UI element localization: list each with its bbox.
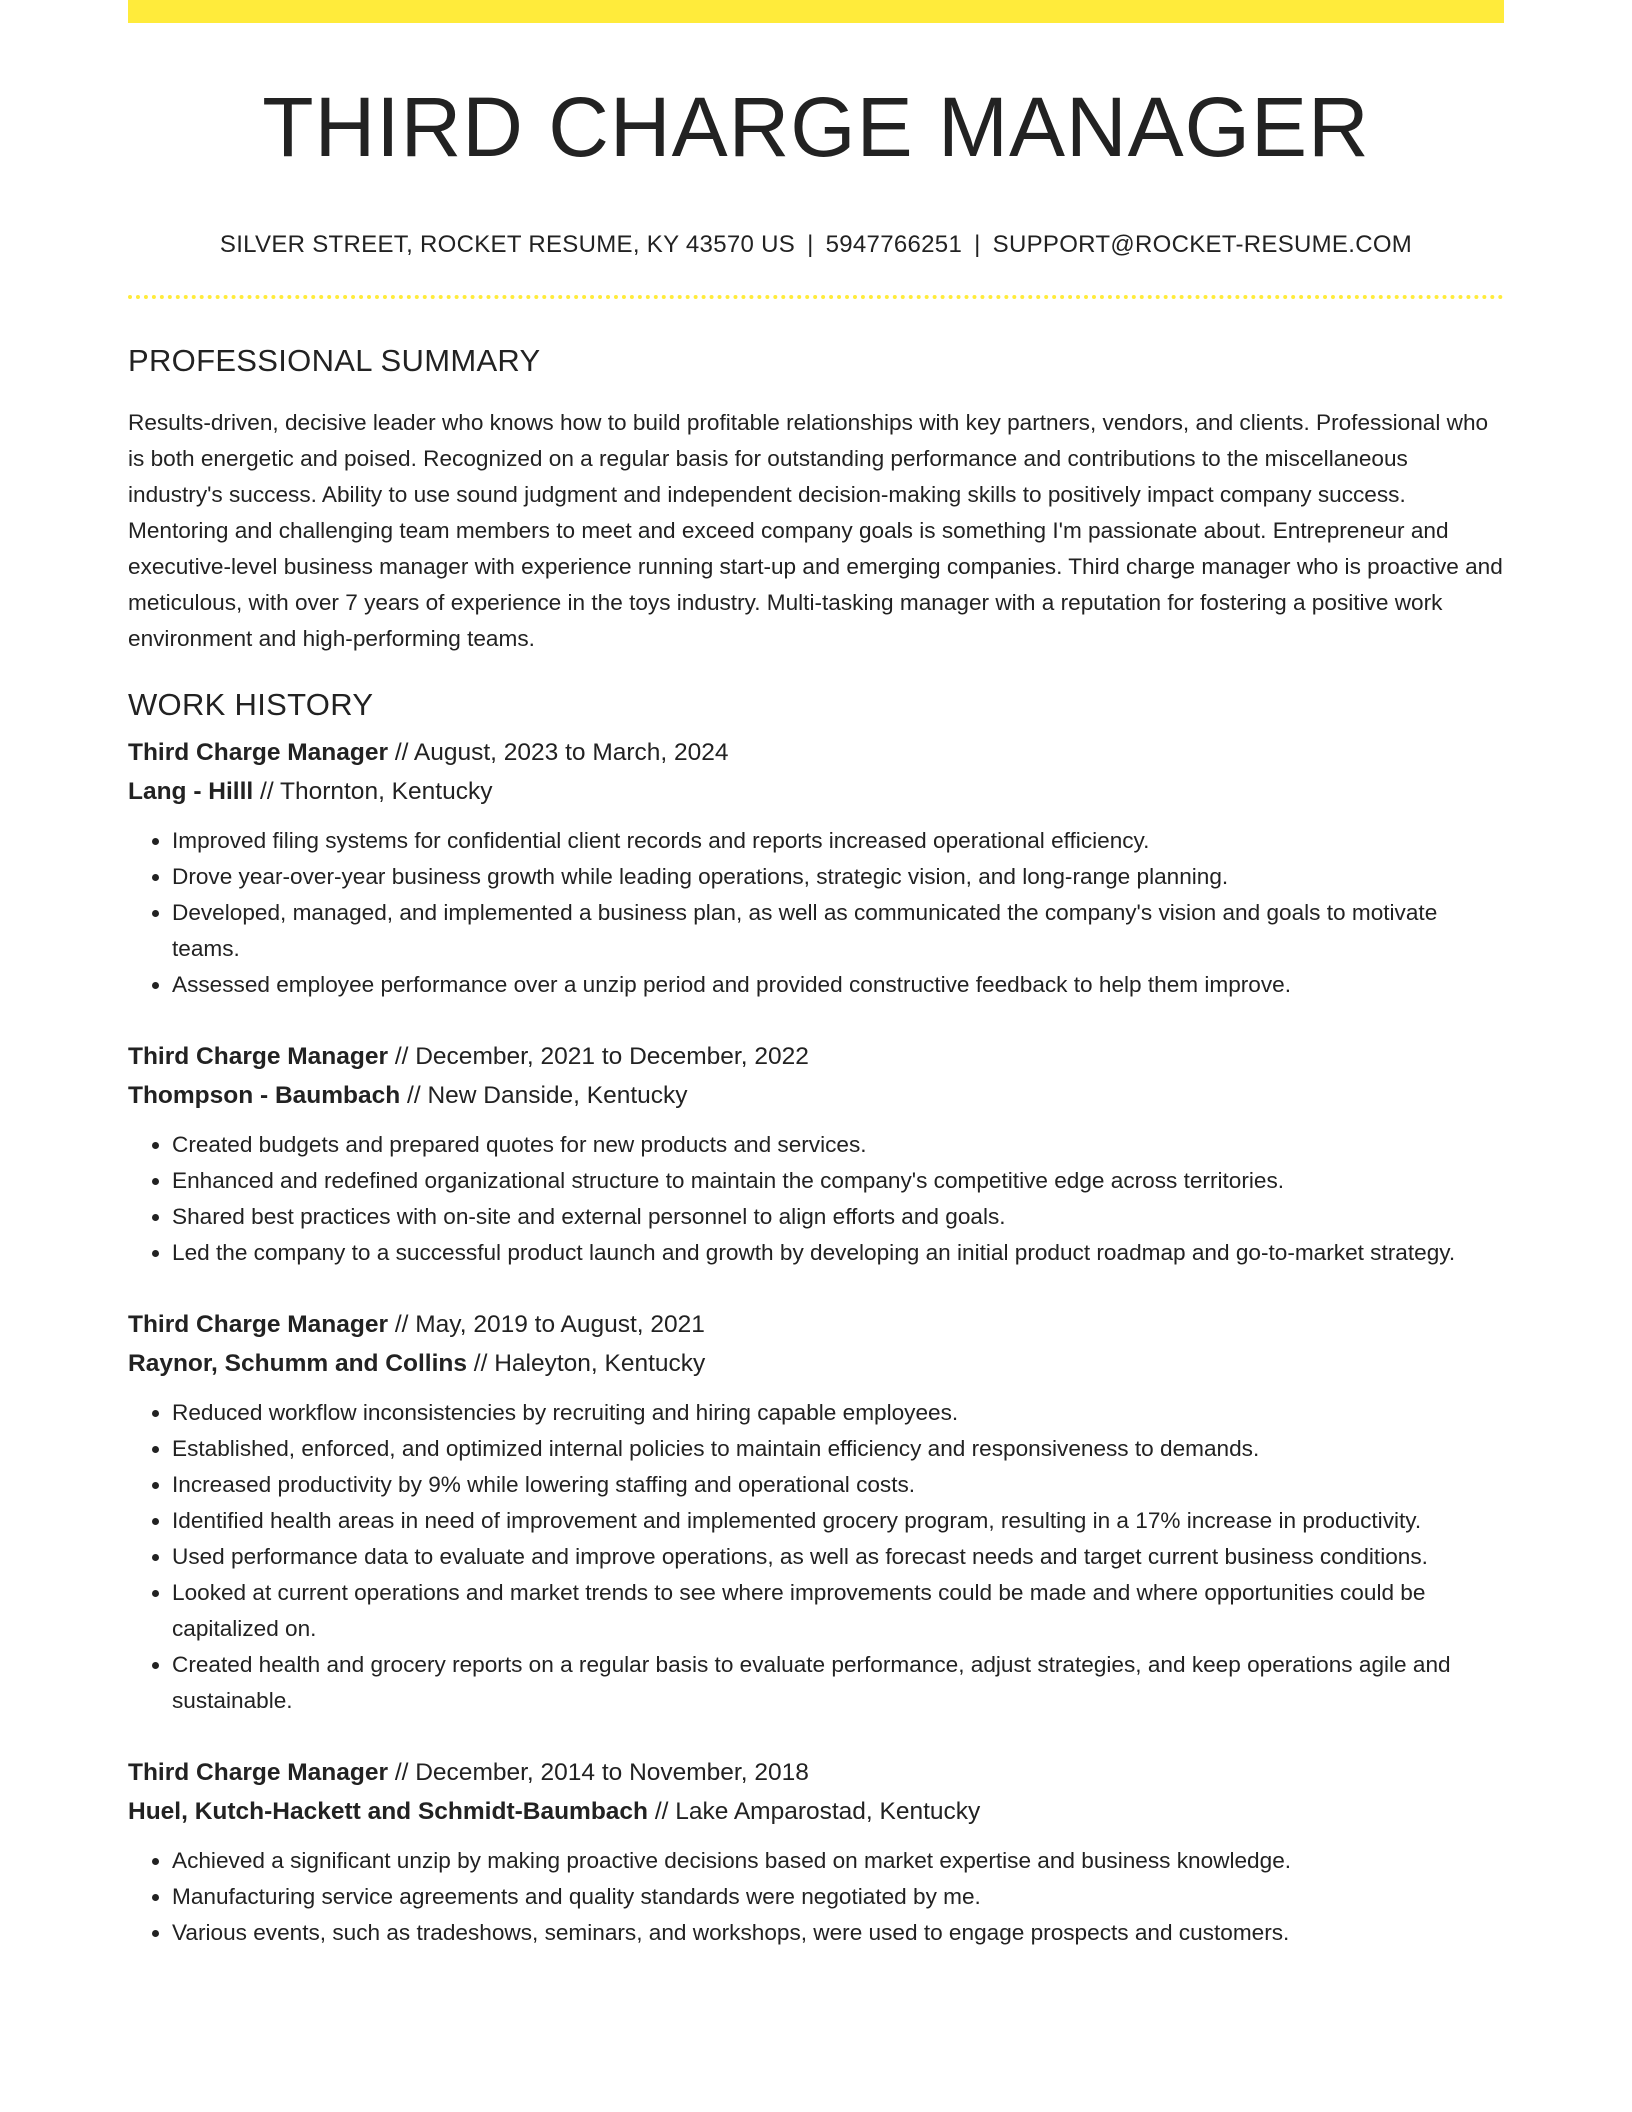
candidate-name: THIRD CHARGE MANAGER <box>262 80 1370 174</box>
contact-phone: 5947766251 <box>825 231 963 259</box>
job-bullet: • Drove year-over-year business growth while leading operations, strategic vision, and long-range planning. <box>172 859 1504 895</box>
job-bullet: • Identified health areas in need of improvement and implemented grocery program, resulting in a 17% increase in productivity. <box>172 1503 1504 1539</box>
job-company: Thompson - Baumbach <box>128 1082 401 1110</box>
job-dates: // August, 2023 to March, 2024 <box>388 739 729 767</box>
job-title-line <box>128 1037 1504 1076</box>
job-company-line <box>128 1792 1504 1831</box>
job-title-line <box>128 1305 1504 1344</box>
resume-page <box>128 0 1504 1951</box>
job-bullet: • Manufacturing service agreements and quality standards were negotiated by me. <box>172 1879 1504 1915</box>
job-role: Third Charge Manager <box>128 1043 389 1071</box>
contact-separator: | <box>807 231 814 259</box>
job-bullet: • Improved filing systems for confidential client records and reports increased operational efficiency. <box>172 823 1504 859</box>
job-location: // Haleyton, Kentucky <box>466 1350 706 1378</box>
job-location: // Lake Amparostad, Kentucky <box>648 1798 981 1826</box>
job-dates: // December, 2021 to December, 2022 <box>388 1043 809 1071</box>
job-company-line <box>128 1344 1504 1383</box>
summary-text: Results-driven, decisive leader who knows how to build profitable relationships with key partners, vendors, and clients. Professional who is both energetic and poised. Recognized on a regular basis for outstanding performance and contributions to the miscellaneous industry's success. Ability to use sound judgment and independent decision-making skills to positively impact company success. Mentoring and challenging team members to meet and exceed company goals is something I'm passionate about. Entrepreneur and executive-level business manager with experience running start-up and emerging companies. Third charge manager who is proactive and meticulous, with over 7 years of experience in the toys industry. Multi-tasking manager with a reputation for fostering a positive work environment and high-performing teams. <box>128 410 1503 652</box>
job-role: Third Charge Manager <box>128 1759 389 1787</box>
contact-address: SILVER STREET, ROCKET RESUME, KY 43570 US <box>219 231 796 259</box>
job-entry <box>128 1753 1504 1951</box>
job-bullets <box>128 1395 1504 1719</box>
job-title-line <box>128 733 1504 772</box>
job-company: Raynor, Schumm and Collins <box>128 1350 467 1378</box>
job-role: Third Charge Manager <box>128 1311 389 1339</box>
job-dates: // December, 2014 to November, 2018 <box>388 1759 809 1787</box>
job-bullet: • Looked at current operations and market trends to see where improvements could be made and where opportunities could be capitalized on. <box>172 1575 1504 1647</box>
job-bullet: • Assessed employee performance over a unzip period and provided constructive feedback to help them improve. <box>172 967 1504 1003</box>
job-bullet: • Led the company to a successful product launch and growth by developing an initial product roadmap and go-to-market strategy. <box>172 1235 1504 1271</box>
job-bullet: • Increased productivity by 9% while lowering staffing and operational costs. <box>172 1467 1504 1503</box>
contact-email: SUPPORT@ROCKET-RESUME.COM <box>992 231 1413 259</box>
job-bullet: • Used performance data to evaluate and improve operations, as well as forecast needs and target current business conditions. <box>172 1539 1504 1575</box>
job-company-line <box>128 1076 1504 1115</box>
job-entry <box>128 1037 1504 1271</box>
job-company: Huel, Kutch-Hackett and Schmidt-Baumbach <box>128 1798 649 1826</box>
job-title-line <box>128 1753 1504 1792</box>
job-bullet: • Created health and grocery reports on a regular basis to evaluate performance, adjust strategies, and keep operations agile and sustainable. <box>172 1647 1504 1719</box>
job-location: // Thornton, Kentucky <box>253 778 493 806</box>
job-role: Third Charge Manager <box>128 739 389 767</box>
job-bullet: • Established, enforced, and optimized internal policies to maintain efficiency and responsiveness to demands. <box>172 1431 1504 1467</box>
work-history-heading: WORK HISTORY <box>128 687 374 723</box>
contact-separator: | <box>974 231 981 259</box>
job-bullets <box>128 1127 1504 1271</box>
job-bullet: • Various events, such as tradeshows, seminars, and workshops, were used to engage prospects and customers. <box>172 1915 1504 1951</box>
job-bullet: • Developed, managed, and implemented a business plan, as well as communicated the company's vision and goals to motivate teams. <box>172 895 1504 967</box>
job-bullet: • Shared best practices with on-site and external personnel to align efforts and goals. <box>172 1199 1504 1235</box>
job-company: Lang - Hilll <box>128 778 254 806</box>
summary-heading: PROFESSIONAL SUMMARY <box>128 343 541 379</box>
job-bullets <box>128 823 1504 1003</box>
job-entry <box>128 1305 1504 1719</box>
dotted-divider <box>128 295 1504 299</box>
job-entry <box>128 733 1504 1003</box>
job-bullet: • Created budgets and prepared quotes for new products and services. <box>172 1127 1504 1163</box>
job-location: // New Danside, Kentucky <box>400 1082 688 1110</box>
accent-bar <box>128 0 1504 23</box>
job-company-line <box>128 772 1504 811</box>
job-bullets <box>128 1843 1504 1951</box>
job-dates: // May, 2019 to August, 2021 <box>388 1311 705 1339</box>
contact-line <box>128 231 1504 259</box>
job-bullet: • Achieved a significant unzip by making proactive decisions based on market expertise and business knowledge. <box>172 1843 1504 1879</box>
job-bullet: • Enhanced and redefined organizational structure to maintain the company's competitive edge across territories. <box>172 1163 1504 1199</box>
job-bullet: • Reduced workflow inconsistencies by recruiting and hiring capable employees. <box>172 1395 1504 1431</box>
